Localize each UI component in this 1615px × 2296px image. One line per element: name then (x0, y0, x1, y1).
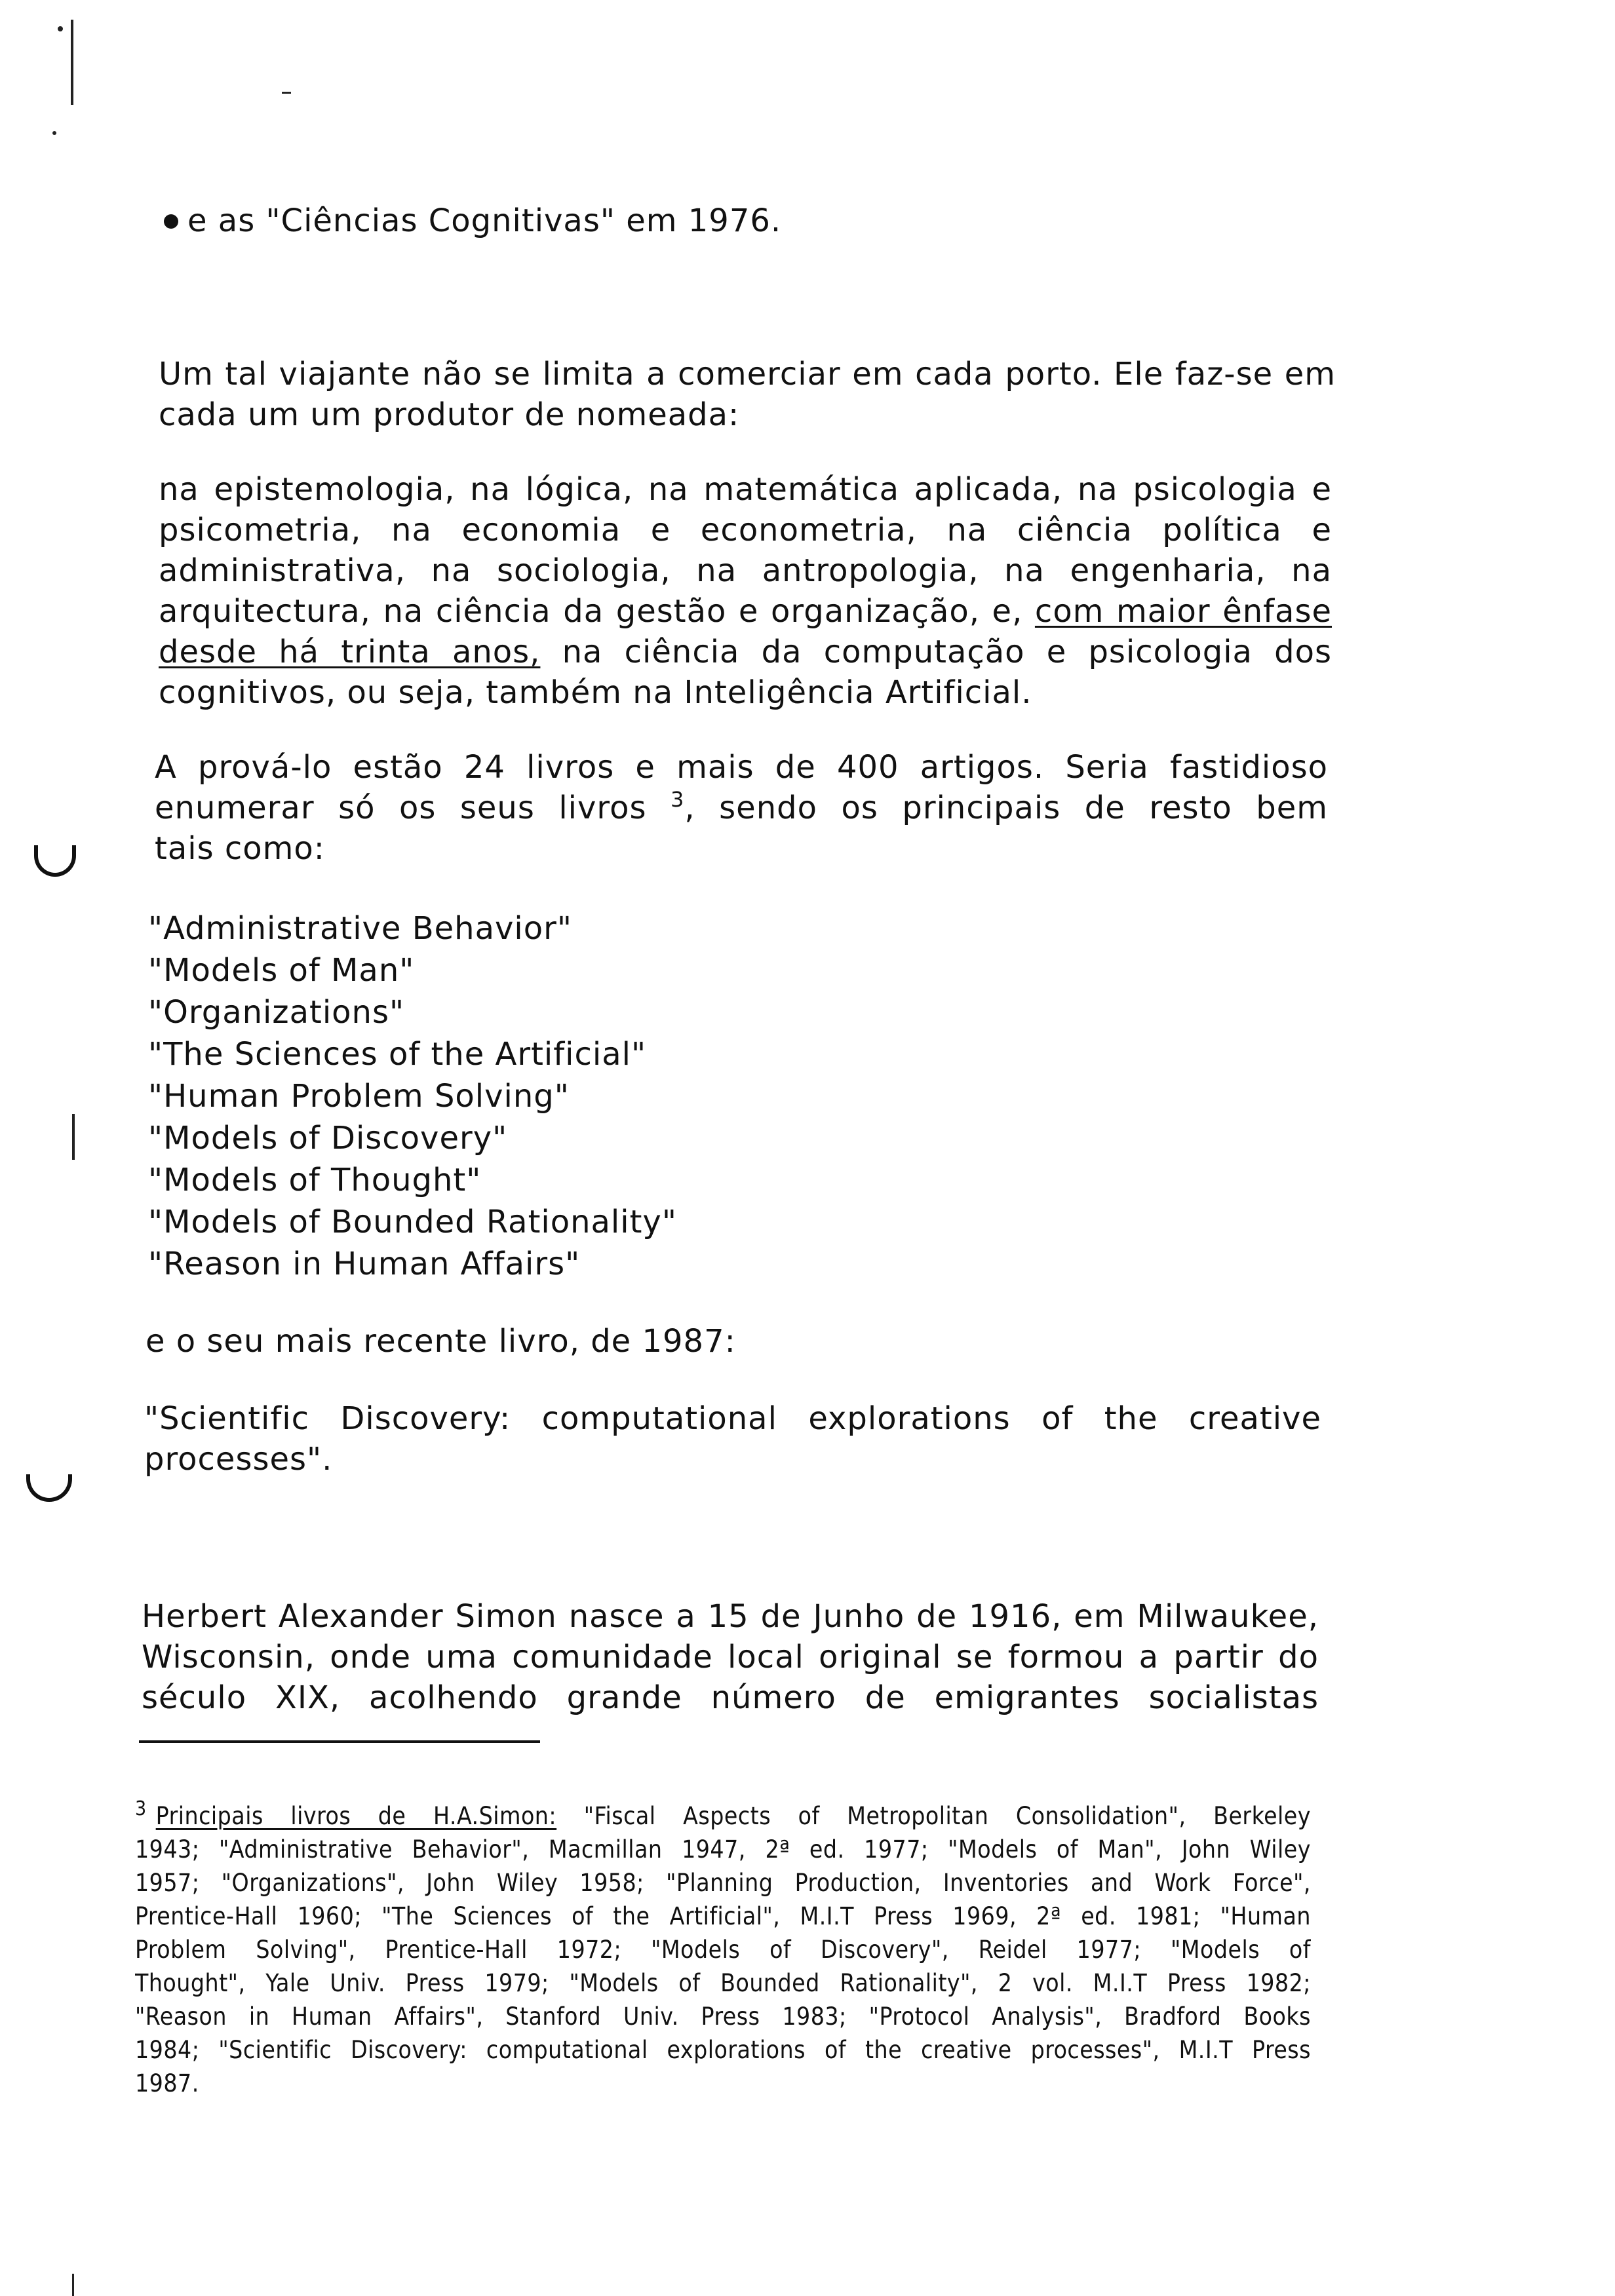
paragraph-line: A prová-lo estão 24 livros e mais de 400 artigos. Seria fastidioso (155, 749, 1328, 786)
footnote-line: "Reason in Human Affairs", Stanford Univ. Press 1983; "Protocol Analysis", Bradford Books (135, 2002, 1311, 2031)
footnote-line: 1987. (135, 2069, 199, 2097)
paragraph (159, 469, 1332, 713)
footnote-line: Problem Solving", Prentice-Hall 1972; "Models of Discovery", Reidel 1977; "Models of (135, 1936, 1311, 1964)
paragraph-text: arquitectura, na ciência da gestão e organização, e, (159, 593, 1035, 630)
paragraph-line: Wisconsin, onde uma comunidade local original se formou a partir do (142, 1639, 1319, 1675)
footnote (135, 1799, 1311, 2100)
book-title: "Administrative Behavior" (148, 910, 572, 947)
paragraph-line: psicometria, na economia e econometria, na ciência política e (159, 512, 1332, 548)
footnote-label: Principais livros de H.A.Simon: (155, 1802, 557, 1830)
paragraph (142, 1596, 1319, 1718)
footnote-line: 1943; "Administrative Behavior", Macmillan 1947, 2ª ed. 1977; "Models of Man", John Wiley (135, 1835, 1311, 1864)
book-title: "Models of Man" (148, 952, 415, 989)
book-title: "Organizations" (148, 994, 405, 1031)
scan-mark (52, 131, 56, 135)
paragraph-line (155, 788, 1328, 828)
bullet-text: e as "Ciências Cognitivas" em 1976. (187, 202, 782, 239)
paragraph-line: cada um um produtor de nomeada: (159, 396, 740, 433)
scan-mark (282, 92, 291, 94)
footnote-separator (139, 1740, 540, 1743)
paragraph-text: na ciência da computação e psicologia dos (562, 634, 1332, 670)
paragraph-line (159, 632, 1332, 672)
footnote-reference: 3 (671, 788, 685, 812)
recent-book (144, 1398, 1321, 1480)
scan-mark (71, 20, 73, 105)
scan-mark (58, 26, 63, 31)
book-list (148, 908, 1000, 1286)
paragraph (155, 747, 1328, 869)
paragraph-line: século XIX, acolhendo grande número de emigrantes socialistas (142, 1679, 1319, 1716)
paragraph-line: Um tal viajante não se limita a comerciar em cada porto. Ele faz-se em (159, 356, 1336, 392)
underlined-text: com maior ênfase (1034, 593, 1332, 630)
underlined-text: desde há trinta anos, (159, 634, 541, 670)
scan-mark (72, 2274, 74, 2296)
scan-arc (34, 845, 76, 877)
footnote-line (135, 1799, 1311, 1833)
paragraph-line: "Scientific Discovery: computational explorations of the creative (144, 1400, 1321, 1437)
paragraph-line: administrativa, na sociologia, na antropologia, na engenharia, na (159, 552, 1332, 589)
scan-arc (26, 1474, 72, 1502)
recent-book-intro: e o seu mais recente livro, de 1987: (146, 1323, 736, 1360)
paragraph-text: , sendo os principais de resto bem (684, 790, 1328, 826)
book-title: "Reason in Human Affairs" (148, 1246, 581, 1282)
paragraph-line: na epistemologia, na lógica, na matemática aplicada, na psicologia e (159, 471, 1332, 508)
paragraph-line: tais como: (155, 830, 325, 867)
paragraph-line: processes". (144, 1441, 333, 1478)
scan-mark (72, 1114, 75, 1160)
footnote-text: "Fiscal Aspects of Metropolitan Consolidation", Berkeley (556, 1802, 1311, 1830)
paragraph (159, 354, 1336, 435)
book-title: "Human Problem Solving" (148, 1078, 570, 1115)
paragraph-line: cognitivos, ou seja, também na Inteligência Artificial. (159, 674, 1032, 711)
footnote-line: 1984; "Scientific Discovery: computational explorations of the creative processes", M.I.T Press (135, 2036, 1311, 2064)
paragraph-line: Herbert Alexander Simon nasce a 15 de Junho de 1916, em Milwaukee, (142, 1598, 1319, 1635)
paragraph-line (159, 591, 1332, 632)
footnote-line: Thought", Yale Univ. Press 1979; "Models of Bounded Rationality", 2 vol. M.I.T Press 1982; (135, 1969, 1311, 1997)
book-title: "Models of Thought" (148, 1162, 482, 1198)
bullet-item (164, 201, 1147, 241)
paragraph-text: enumerar só os seus livros (155, 790, 671, 826)
footnote-line: Prentice-Hall 1960; "The Sciences of the Artificial", M.I.T Press 1969, 2ª ed. 1981; "Human (135, 1902, 1311, 1930)
book-title: "Models of Discovery" (148, 1120, 508, 1157)
footnote-marker: 3 (135, 1799, 147, 1820)
book-title: "Models of Bounded Rationality" (148, 1204, 677, 1240)
book-title: "The Sciences of the Artificial" (148, 1036, 647, 1073)
bullet-icon (164, 214, 178, 229)
footnote-line: 1957; "Organizations", John Wiley 1958; "Planning Production, Inventories and Work Force", (135, 1869, 1311, 1897)
